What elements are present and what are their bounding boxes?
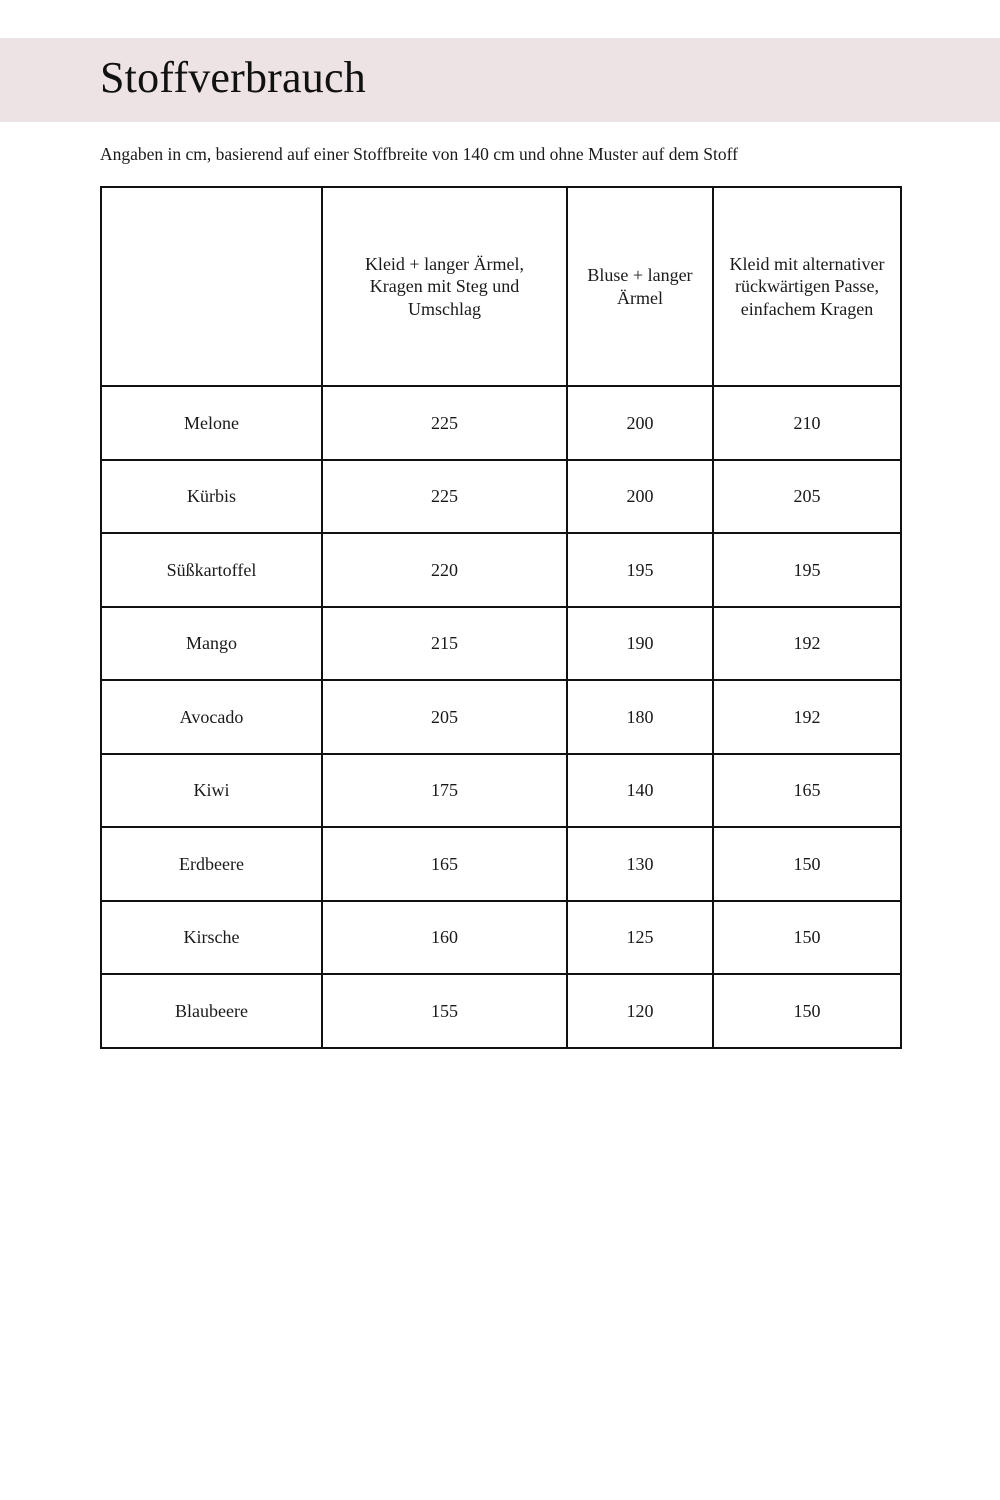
- value-cell: 175: [322, 754, 567, 828]
- value-cell: 205: [322, 680, 567, 754]
- size-cell: Erdbeere: [101, 827, 322, 901]
- size-cell: Melone: [101, 386, 322, 460]
- value-cell: 195: [567, 533, 713, 607]
- header-row: [101, 187, 901, 386]
- table-body: [101, 386, 901, 1048]
- value-cell: 155: [322, 974, 567, 1048]
- value-cell: 215: [322, 607, 567, 681]
- value-cell: 130: [567, 827, 713, 901]
- page-title: Stoffverbrauch: [100, 53, 366, 102]
- value-cell: 160: [322, 901, 567, 975]
- value-cell: 195: [713, 533, 901, 607]
- page-subtitle: Angaben in cm, basierend auf einer Stoffbreite von 140 cm und ohne Muster auf dem Stoff: [100, 144, 738, 164]
- size-cell: Kiwi: [101, 754, 322, 828]
- header-cell-dress-long-sleeve: Kleid + langer Ärmel, Kragen mit Steg und Umschlag: [322, 187, 567, 386]
- value-cell: 225: [322, 386, 567, 460]
- table-row: [101, 386, 901, 460]
- table-row: [101, 680, 901, 754]
- header-cell-blouse-long-sleeve: Bluse + langer Ärmel: [567, 187, 713, 386]
- table-row: [101, 974, 901, 1048]
- size-cell: Süßkartoffel: [101, 533, 322, 607]
- table-row: [101, 607, 901, 681]
- value-cell: 150: [713, 974, 901, 1048]
- size-cell: Mango: [101, 607, 322, 681]
- fabric-consumption-table: [100, 186, 902, 1049]
- header-cell-size: [101, 187, 322, 386]
- value-cell: 190: [567, 607, 713, 681]
- size-cell: Avocado: [101, 680, 322, 754]
- value-cell: 120: [567, 974, 713, 1048]
- value-cell: 200: [567, 386, 713, 460]
- value-cell: 165: [322, 827, 567, 901]
- table-row: [101, 901, 901, 975]
- value-cell: 165: [713, 754, 901, 828]
- table-row: [101, 533, 901, 607]
- header-cell-dress-alt-yoke: Kleid mit alternativer rückwärtigen Passe, einfachem Kragen: [713, 187, 901, 386]
- value-cell: 200: [567, 460, 713, 534]
- table-row: [101, 460, 901, 534]
- value-cell: 225: [322, 460, 567, 534]
- value-cell: 125: [567, 901, 713, 975]
- value-cell: 150: [713, 827, 901, 901]
- table-header: [101, 187, 901, 386]
- size-cell: Kirsche: [101, 901, 322, 975]
- table-row: [101, 827, 901, 901]
- size-cell: Kürbis: [101, 460, 322, 534]
- value-cell: 192: [713, 607, 901, 681]
- table-row: [101, 754, 901, 828]
- value-cell: 140: [567, 754, 713, 828]
- value-cell: 180: [567, 680, 713, 754]
- value-cell: 210: [713, 386, 901, 460]
- value-cell: 220: [322, 533, 567, 607]
- size-cell: Blaubeere: [101, 974, 322, 1048]
- value-cell: 192: [713, 680, 901, 754]
- value-cell: 150: [713, 901, 901, 975]
- value-cell: 205: [713, 460, 901, 534]
